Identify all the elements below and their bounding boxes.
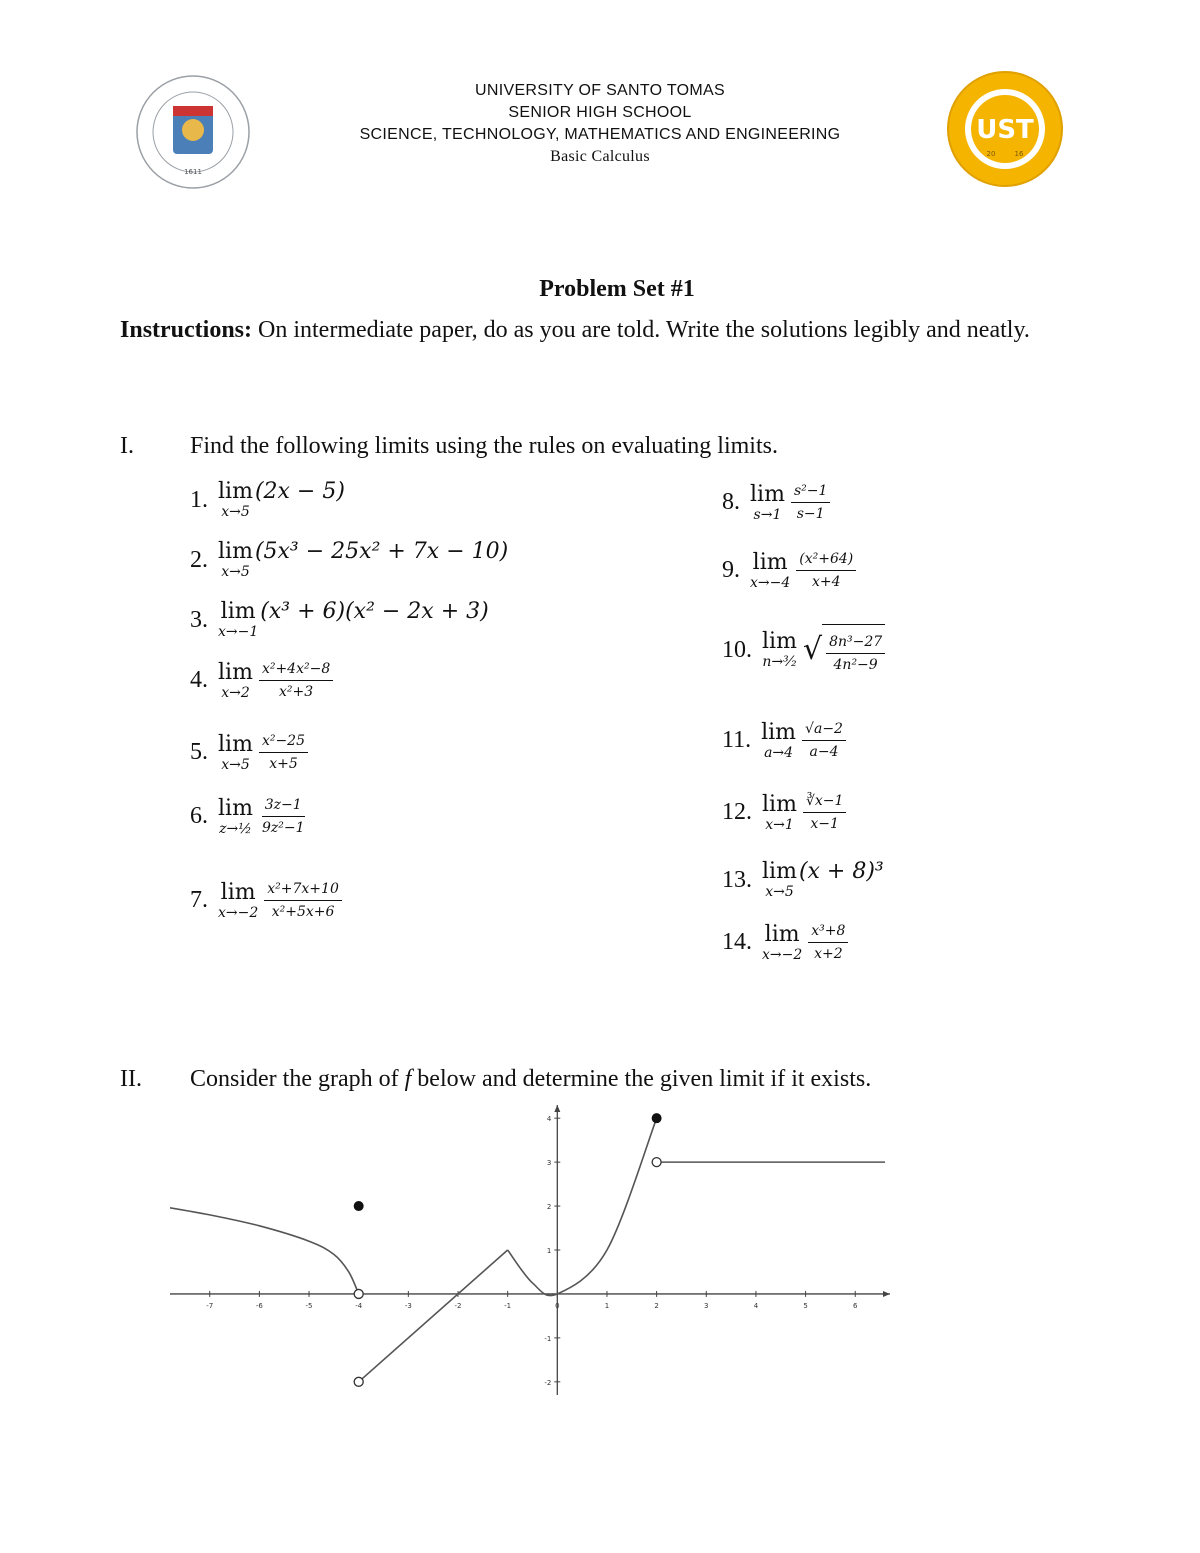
limit-approach: x→−2 (218, 904, 259, 921)
y-tick-label: 3 (546, 1159, 552, 1168)
lim-symbol: lim (762, 859, 797, 884)
fraction-numerator: x²−25 (259, 732, 308, 753)
x-tick-label: 1 (604, 1301, 610, 1310)
ust-shs-logo (946, 70, 1064, 188)
lim-symbol: lim (750, 481, 785, 507)
x-tick-label: 6 (853, 1301, 858, 1310)
x-tick-label: -6 (255, 1301, 263, 1310)
graph-piece-1 (170, 1206, 359, 1294)
fraction-numerator: x²+4x²−8 (259, 660, 333, 681)
problem-13 (722, 860, 884, 900)
problem-11 (722, 720, 846, 761)
fraction-denominator: x−1 (810, 816, 839, 832)
lim-symbol: lim (218, 795, 253, 821)
closed-point (652, 1114, 661, 1123)
problem-14 (722, 922, 848, 963)
header-university: UNIVERSITY OF SANTO TOMAS (475, 82, 725, 99)
lim-symbol: lim (218, 659, 253, 685)
y-tick-label: -2 (544, 1378, 552, 1387)
closed-point (354, 1202, 363, 1211)
x-tick-label: -1 (504, 1301, 512, 1310)
open-point (354, 1289, 363, 1298)
function-graph (170, 1105, 890, 1395)
lim-symbol: lim (762, 629, 797, 654)
limit-operator (761, 721, 796, 761)
fraction-denominator: 4n²−9 (833, 657, 878, 673)
lim-symbol: lim (220, 879, 256, 905)
limit-operator (762, 793, 797, 833)
problem-9 (722, 550, 856, 591)
fraction-numerator: (x²+64) (796, 550, 856, 571)
problem-number: 2. (190, 546, 208, 573)
limit-approach: x→5 (221, 756, 250, 773)
lim-symbol: lim (764, 921, 800, 947)
x-tick-label: 3 (704, 1301, 709, 1310)
limit-expression: (x³ + 6)(x² − 2x + 3) (260, 598, 489, 624)
limit-operator (750, 483, 785, 523)
limit-expression: (x + 8)³ (798, 858, 884, 884)
x-tick-label: 4 (753, 1301, 759, 1310)
limit-operator (218, 733, 253, 773)
problem-number: 12. (722, 799, 752, 825)
header-course: Basic Calculus (550, 148, 650, 165)
limit-fraction (808, 922, 848, 963)
fraction-numerator: x²+7x+10 (264, 880, 342, 901)
x-tick-label: -7 (206, 1301, 214, 1310)
problem-number: 4. (190, 667, 208, 693)
problem-number: 7. (190, 887, 208, 913)
graph-svg (170, 1105, 890, 1395)
problem-7 (190, 880, 342, 921)
limit-fraction (259, 796, 308, 837)
problem-set-title: Problem Set #1 (539, 276, 695, 302)
open-point (354, 1377, 363, 1386)
problem-3 (190, 600, 489, 640)
limit-expression: (5x³ − 25x² + 7x − 10) (254, 538, 509, 564)
section-1-number: I. (120, 433, 134, 459)
ust-mark: UST (976, 115, 1034, 145)
limit-approach: a→4 (764, 744, 794, 761)
lim-symbol: lim (220, 599, 256, 624)
limit-operator (218, 600, 258, 640)
problem-6 (190, 796, 307, 837)
limit-approach: x→−1 (218, 624, 259, 640)
x-tick-label: 2 (654, 1301, 659, 1310)
lim-symbol: lim (218, 479, 253, 504)
graph-piece-2 (359, 1250, 508, 1382)
problem-number: 5. (190, 739, 208, 765)
header-school: SENIOR HIGH SCHOOL (508, 104, 692, 121)
lim-symbol: lim (752, 549, 788, 575)
problem-1 (190, 480, 345, 520)
limit-fraction (791, 482, 830, 523)
limit-approach: x→2 (221, 684, 250, 701)
limit-operator (218, 480, 253, 520)
problem-number: 9. (722, 557, 740, 583)
problem-4 (190, 660, 333, 701)
fraction-numerator: s²−1 (791, 482, 830, 503)
problem-number: 14. (722, 929, 752, 955)
problem-number: 1. (190, 486, 208, 513)
lim-symbol: lim (761, 719, 797, 745)
fraction-numerator: 8n³−27 (826, 633, 885, 654)
limit-operator (218, 797, 253, 837)
problem-5 (190, 732, 308, 773)
y-tick-label: 4 (546, 1115, 552, 1124)
limit-expression: (2x − 5) (254, 478, 345, 504)
fraction-denominator: x+4 (811, 574, 841, 590)
radical-sign: √ (802, 632, 823, 667)
section-2-instruction (190, 1066, 871, 1093)
lim-symbol: lim (218, 539, 253, 564)
fraction-denominator: s−1 (796, 506, 825, 522)
header-strand: SCIENCE, TECHNOLOGY, MATHEMATICS AND ENGINEERING (359, 126, 841, 143)
x-tick-label: -5 (305, 1301, 313, 1310)
logo-year-left: 20 (986, 150, 996, 158)
problem-number: 13. (722, 866, 752, 893)
limit-fraction (802, 720, 846, 761)
x-tick-label: -4 (355, 1301, 363, 1310)
instructions-label: Instructions: (120, 317, 253, 343)
y-tick-label: 1 (546, 1247, 552, 1255)
problem-10 (722, 624, 885, 676)
fraction-numerator: √a−2 (802, 720, 846, 741)
section-2-function-name: f (404, 1066, 412, 1092)
limit-approach: z→½ (219, 820, 252, 837)
limit-fraction (264, 880, 342, 921)
problem-8 (722, 482, 830, 523)
section-1-instruction: Find the following limits using the rules on evaluating limits. (190, 433, 778, 459)
problem-number: 6. (190, 803, 208, 829)
limit-fraction (803, 792, 846, 833)
limit-operator (218, 661, 253, 701)
fraction-denominator: x+5 (269, 756, 298, 772)
x-tick-label: -3 (404, 1301, 412, 1310)
limit-approach: n→³⁄₂ (762, 654, 797, 670)
logo-year-right: 16 (1014, 150, 1024, 158)
x-axis-arrow (883, 1291, 890, 1297)
square-root (803, 624, 885, 676)
lim-symbol: lim (218, 731, 253, 757)
open-point (652, 1158, 661, 1167)
limit-operator (762, 860, 797, 900)
fraction-numerator: ∛x−1 (803, 792, 846, 813)
limit-approach: x→1 (765, 816, 794, 833)
problem-2 (190, 540, 508, 580)
instructions (120, 312, 1090, 348)
limit-approach: x→−2 (762, 946, 803, 963)
limit-operator (218, 540, 253, 580)
fraction-denominator: x²+3 (279, 684, 314, 700)
x-tick-label: 5 (803, 1301, 808, 1310)
fraction-denominator: x+2 (814, 946, 843, 962)
problem-12 (722, 792, 846, 833)
limit-operator (750, 551, 790, 591)
limit-fraction (259, 660, 333, 701)
limit-approach: x→5 (765, 884, 794, 900)
section-2-text-a: Consider the graph of (190, 1066, 405, 1092)
problem-number: 8. (722, 489, 740, 515)
seal-year: 1611 (184, 168, 202, 176)
limit-fraction (826, 633, 885, 674)
y-tick-label: 2 (546, 1203, 552, 1212)
section-2-number: II. (120, 1066, 142, 1092)
fraction-numerator: 3z−1 (262, 796, 305, 817)
limit-approach: x→−4 (750, 574, 791, 591)
problem-number: 10. (722, 636, 752, 663)
problem-number: 3. (190, 606, 208, 633)
graph-piece-3 (508, 1118, 657, 1295)
limit-operator (218, 881, 258, 921)
limit-operator (762, 630, 797, 670)
instructions-text: On intermediate paper, do as you are told. Write the solutions legibly and neatly. (252, 317, 1030, 343)
fraction-denominator: a−4 (809, 744, 839, 760)
limit-operator (762, 923, 802, 963)
x-tick-label: -2 (454, 1301, 462, 1310)
y-tick-label: -1 (544, 1334, 552, 1343)
section-2-text-b: below and determine the given limit if it exists. (411, 1066, 872, 1092)
limit-fraction (796, 550, 856, 591)
limit-fraction (259, 732, 308, 773)
limit-approach: x→5 (221, 504, 250, 520)
y-axis-arrow (554, 1105, 560, 1112)
limit-approach: x→5 (221, 564, 250, 580)
problem-number: 11. (722, 727, 752, 753)
fraction-denominator: 9z²−1 (261, 820, 305, 836)
lim-symbol: lim (762, 791, 797, 817)
fraction-numerator: x³+8 (808, 922, 848, 943)
x-tick-label: 0 (555, 1301, 560, 1310)
fraction-denominator: x²+5x+6 (271, 904, 335, 920)
limit-approach: s→1 (753, 506, 782, 523)
